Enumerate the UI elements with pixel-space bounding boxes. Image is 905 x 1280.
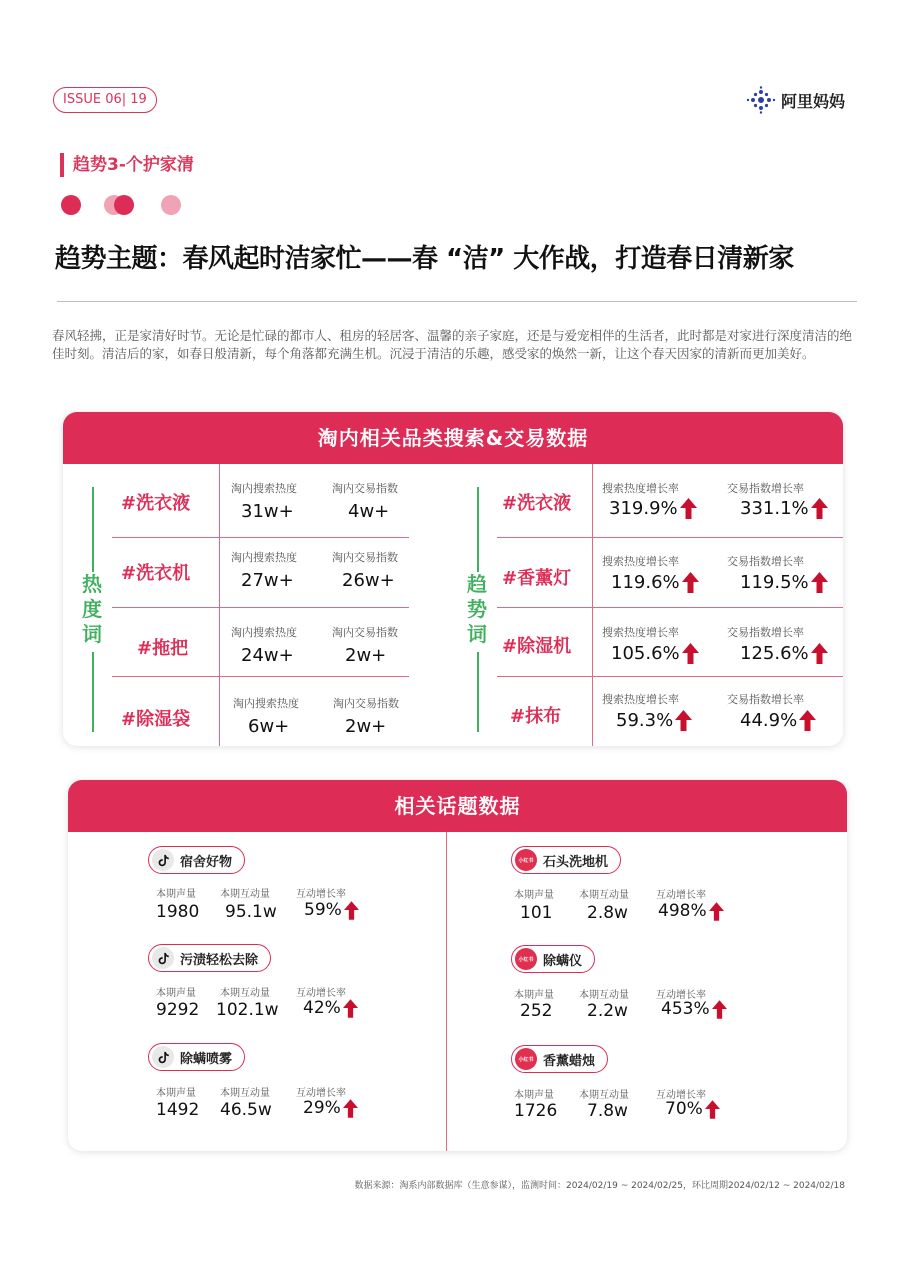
- hot-label-line-bottom: [92, 652, 94, 732]
- volume-value: 1980: [156, 902, 200, 922]
- interaction-label: 本期互动量: [220, 1088, 270, 1099]
- growth-label: 互动增长率: [656, 890, 706, 901]
- hot-column-divider: [219, 464, 220, 746]
- topic-tag: [148, 944, 271, 972]
- metric-label: 搜索热度增长率: [602, 482, 679, 495]
- deco-dot-1: [61, 195, 81, 215]
- topic-name: 香薰蜡烛: [543, 1053, 596, 1069]
- xiaohongshu-icon: 小红书: [515, 948, 537, 970]
- deco-dot-4: [161, 195, 181, 215]
- issue-badge: ISSUE 06| 19: [53, 87, 157, 113]
- growth-value: 119.6%: [611, 572, 699, 593]
- metric-label: 淘内搜索热度: [233, 697, 299, 710]
- deco-dot-3: [114, 195, 134, 215]
- volume-label: 本期声量: [514, 990, 554, 1001]
- metric-label: 淘内交易指数: [333, 697, 399, 710]
- up-arrow-icon: [799, 710, 816, 731]
- data-source-note: 数据来源：淘系内部数据库（生意参谋），监测时间：2024/02/19 ~ 2024/02/25，环比周期2024/02/12 ~ 2024/02/18: [354, 1181, 845, 1191]
- topic-tag: [511, 945, 595, 973]
- metric-value: 27w+: [241, 570, 294, 591]
- growth-value: 319.9%: [609, 498, 697, 519]
- volume-label: 本期声量: [156, 889, 196, 900]
- topic-name: 宿舍好物: [180, 854, 233, 870]
- growth-label: 互动增长率: [296, 988, 346, 999]
- metric-label: 淘内交易指数: [332, 482, 398, 495]
- up-arrow-icon: [680, 498, 697, 519]
- interaction-label: 本期互动量: [579, 890, 629, 901]
- trend-row-divider: [497, 607, 843, 608]
- search-card-title: 淘内相关品类搜索&交易数据: [63, 412, 843, 464]
- volume-value: 252: [520, 1001, 553, 1021]
- topic-name: 除螨喷雾: [180, 1051, 233, 1067]
- interaction-value: 102.1w: [216, 1000, 279, 1020]
- up-arrow-icon: [344, 901, 359, 920]
- volume-label: 本期声量: [514, 890, 554, 901]
- up-arrow-icon: [712, 1000, 727, 1019]
- volume-label: 本期声量: [514, 1090, 554, 1101]
- metric-value: 2w+: [345, 716, 387, 737]
- trend-row-divider: [497, 537, 843, 538]
- interaction-value: 7.8w: [587, 1101, 628, 1121]
- page-title: 趋势主题：春风起时洁家忙——春 “洁” 大作战，打造春日清新家: [55, 244, 794, 274]
- volume-label: 本期声量: [156, 988, 196, 999]
- trend-row-divider: [497, 676, 843, 677]
- up-arrow-icon: [811, 498, 828, 519]
- interaction-value: 95.1w: [225, 902, 277, 922]
- topic-tag: [511, 846, 621, 874]
- up-arrow-icon: [682, 572, 699, 593]
- metric-label: 淘内交易指数: [332, 626, 398, 639]
- intro-paragraph: 春风轻拂，正是家清好时节。无论是忙碌的都市人、租房的轻居客、温馨的亲子家庭，还是与爱宠相伴的生活者，此时都是对家进行深度清洁的绝佳时刻。清洁后的家，如春日般清新，每个角落都充满生机。沉浸于清洁的乐趣，感受家的焕然一新，让这个春天因家的清新而更加美好。: [52, 328, 853, 361]
- metric-label: 搜索热度增长率: [602, 693, 679, 706]
- metric-value: 24w+: [241, 645, 294, 666]
- metric-value: 4w+: [348, 501, 390, 522]
- topic-name: 石头洗地机: [543, 854, 609, 870]
- hot-row-divider: [112, 607, 409, 608]
- trend-label-line-top: [477, 487, 479, 572]
- metric-value: 31w+: [241, 501, 294, 522]
- growth-value: 119.5%: [740, 572, 828, 593]
- growth-value: 331.1%: [740, 498, 828, 519]
- topic-data-card: [68, 780, 847, 1151]
- topic-tag: [148, 846, 245, 874]
- volume-value: 101: [520, 903, 553, 923]
- interaction-label: 本期互动量: [579, 990, 629, 1001]
- topic-tag: [511, 1045, 608, 1073]
- metric-label: 交易指数增长率: [727, 693, 804, 706]
- growth-value: 44.9%: [740, 710, 816, 731]
- growth-value: 29%: [303, 1098, 358, 1118]
- metric-label: 淘内交易指数: [332, 551, 398, 564]
- hot-keyword: #拖把: [137, 638, 189, 659]
- growth-label: 互动增长率: [656, 990, 706, 1001]
- hot-keyword: #洗衣机: [121, 563, 191, 584]
- brand-name: 阿里妈妈: [781, 91, 846, 111]
- interaction-label: 本期互动量: [579, 1090, 629, 1101]
- trend-keyword: #香薰灯: [502, 568, 572, 589]
- up-arrow-icon: [709, 902, 724, 921]
- up-arrow-icon: [343, 999, 358, 1018]
- growth-label: 互动增长率: [656, 1090, 706, 1101]
- up-arrow-icon: [705, 1100, 720, 1119]
- topic-name: 除螨仪: [543, 953, 583, 969]
- douyin-icon: [152, 947, 174, 969]
- xiaohongshu-icon: 小红书: [515, 1048, 537, 1070]
- growth-value: 42%: [303, 998, 358, 1018]
- xiaohongshu-icon: 小红书: [515, 849, 537, 871]
- trend-label-line-bottom: [477, 652, 479, 732]
- column-divider: [446, 832, 447, 1151]
- up-arrow-icon: [343, 1099, 358, 1118]
- hot-words-label: 热度词: [82, 572, 102, 646]
- trend-column-divider: [592, 464, 593, 746]
- growth-value: 105.6%: [611, 643, 699, 664]
- up-arrow-icon: [811, 572, 828, 593]
- up-arrow-icon: [811, 643, 828, 664]
- trend-words-label: 趋势词: [467, 572, 487, 646]
- metric-value: 2w+: [345, 645, 387, 666]
- metric-label: 搜索热度增长率: [602, 626, 679, 639]
- growth-value: 59.3%: [616, 710, 692, 731]
- brand-logo: [746, 86, 845, 114]
- topic-tag: [148, 1043, 245, 1071]
- metric-label: 淘内搜索热度: [231, 551, 297, 564]
- up-arrow-icon: [675, 710, 692, 731]
- hot-label-line-top: [92, 487, 94, 572]
- volume-label: 本期声量: [156, 1088, 196, 1099]
- volume-value: 9292: [156, 1000, 200, 1020]
- growth-label: 互动增长率: [296, 1088, 346, 1099]
- trend-keyword: #除湿机: [502, 636, 572, 657]
- interaction-value: 2.8w: [587, 903, 628, 923]
- hot-row-divider: [112, 676, 409, 677]
- metric-label: 交易指数增长率: [727, 482, 804, 495]
- metric-value: 6w+: [248, 716, 290, 737]
- search-trade-card: [63, 412, 843, 746]
- interaction-label: 本期互动量: [220, 889, 270, 900]
- trend-keyword: #抹布: [510, 706, 562, 727]
- interaction-value: 46.5w: [220, 1100, 272, 1120]
- metric-label: 淘内搜索热度: [231, 482, 297, 495]
- hot-keyword: #洗衣液: [121, 493, 191, 514]
- metric-value: 26w+: [342, 570, 395, 591]
- growth-label: 互动增长率: [296, 889, 346, 900]
- trend-keyword: #洗衣液: [502, 493, 572, 514]
- growth-value: 125.6%: [740, 643, 828, 664]
- interaction-value: 2.2w: [587, 1001, 628, 1021]
- up-arrow-icon: [682, 643, 699, 664]
- hot-keyword: #除湿袋: [121, 709, 191, 730]
- metric-label: 交易指数增长率: [727, 626, 804, 639]
- growth-value: 59%: [304, 900, 359, 920]
- douyin-icon: [152, 849, 174, 871]
- volume-value: 1726: [514, 1101, 558, 1121]
- alimama-logo-icon: [746, 86, 776, 114]
- divider: [57, 301, 857, 302]
- growth-value: 453%: [661, 999, 727, 1019]
- topic-name: 污渍轻松去除: [180, 952, 259, 968]
- metric-label: 搜索热度增长率: [602, 555, 679, 568]
- hot-row-divider: [112, 537, 409, 538]
- metric-label: 淘内搜索热度: [231, 626, 297, 639]
- metric-label: 交易指数增长率: [727, 555, 804, 568]
- douyin-icon: [152, 1046, 174, 1068]
- growth-value: 498%: [658, 901, 724, 921]
- topic-card-title: 相关话题数据: [68, 780, 847, 832]
- volume-value: 1492: [156, 1100, 200, 1120]
- growth-value: 70%: [665, 1099, 720, 1119]
- interaction-label: 本期互动量: [220, 988, 270, 999]
- trend-section-label: 趋势3-个护家清: [60, 153, 194, 177]
